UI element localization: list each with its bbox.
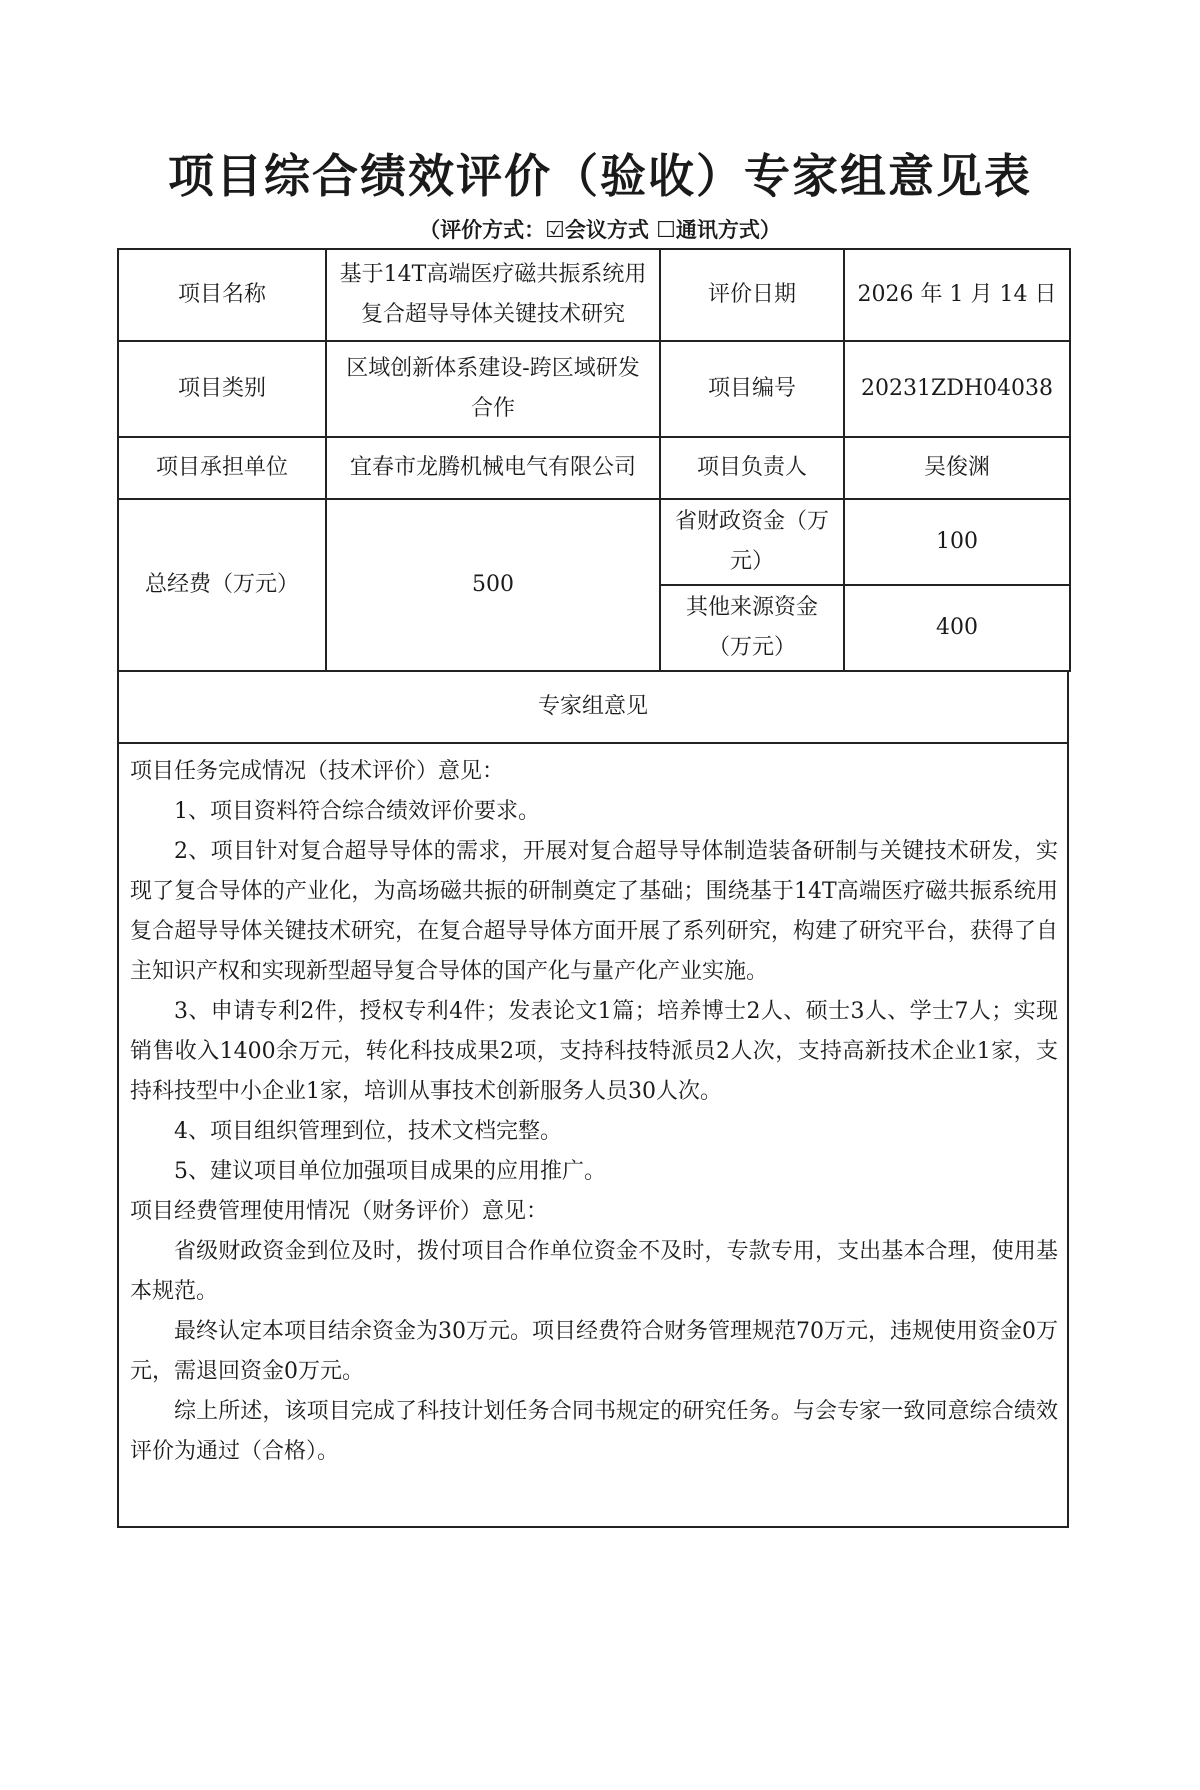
- other-funding-label: 其他来源资金（万元）: [660, 585, 844, 671]
- tech-evaluation-heading: 项目任务完成情况（技术评价）意见：: [130, 759, 505, 784]
- provincial-funding-value: 100: [844, 499, 1070, 585]
- finance-item-2: 最终认定本项目结余资金为30万元。项目经费符合财务管理规范70万元，违规使用资金0万元，需退回资金0万元。: [130, 1319, 1058, 1384]
- leader-label: 项目负责人: [660, 437, 844, 499]
- tech-item-2: 2、项目针对复合超导导体的需求，开展对复合超导导体制造装备研制与关键技术研发，实现了复合导体的产业化，为高场磁共振的研制奠定了基础；围绕基于14T高端医疗磁共振系统用复合超导导体关键技术研究，在复合超导导体方面开展了系列研究，构建了研究平台，获得了自主知识产权和实现新型超导复合导体的国产化与量产化产业实施。: [130, 839, 1058, 984]
- tech-item-5: 5、建议项目单位加强项目成果的应用推广。: [174, 1159, 606, 1184]
- expert-opinion-header: 专家组意见: [117, 670, 1069, 744]
- other-funding-value: 400: [844, 585, 1070, 671]
- project-no-label: 项目编号: [660, 341, 844, 437]
- conclusion-paragraph: 综上所述，该项目完成了科技计划任务合同书规定的研究任务。与会专家一致同意综合绩效评价为通过（合格）。: [130, 1399, 1058, 1464]
- table-row: [118, 437, 1070, 499]
- unit-value: 宜春市龙腾机械电气有限公司: [326, 437, 660, 499]
- tech-item-4: 4、项目组织管理到位，技术文档完整。: [174, 1119, 562, 1144]
- category-label: 项目类别: [118, 341, 326, 437]
- table-row: [118, 341, 1070, 437]
- meeting-method-label: 会议方式: [564, 218, 649, 242]
- eval-date-value: 2026 年 1 月 14 日: [844, 249, 1070, 341]
- leader-value: 吴俊渊: [844, 437, 1070, 499]
- meeting-checkbox: ☑: [545, 218, 565, 243]
- category-value: 区域创新体系建设-跨区域研发合作: [326, 341, 660, 437]
- tech-item-3: 3、申请专利2件，授权专利4件；发表论文1篇；培养博士2人、硕士3人、学士7人；实现销售收入1400余万元，转化科技成果2项，支持科技特派员2人次，支持高新技术企业1家，支持科技型中小企业1家，培训从事技术创新服务人员30人次。: [130, 999, 1058, 1104]
- project-name-value: 基于14T高端医疗磁共振系统用复合超导导体关键技术研究: [326, 249, 660, 341]
- method-suffix: ）: [759, 218, 781, 242]
- provincial-funding-label: 省财政资金（万元）: [660, 499, 844, 585]
- evaluation-method: [0, 214, 1200, 244]
- expert-opinion-body: [130, 752, 1058, 1472]
- eval-date-label: 评价日期: [660, 249, 844, 341]
- table-row: [118, 499, 1070, 585]
- project-name-label: 项目名称: [118, 249, 326, 341]
- total-funding-label: 总经费（万元）: [118, 499, 326, 671]
- finance-evaluation-heading: 项目经费管理使用情况（财务评价）意见：: [130, 1199, 549, 1224]
- method-prefix: （评价方式：: [419, 218, 546, 242]
- project-info-table: [117, 248, 1071, 672]
- total-funding-value: 500: [326, 499, 660, 671]
- project-no-value: 20231ZDH04038: [844, 341, 1070, 437]
- page-title: 项目综合绩效评价（验收）专家组意见表: [168, 149, 1032, 203]
- telecom-method-label: 通讯方式: [675, 218, 760, 242]
- tech-item-1: 1、项目资料符合综合绩效评价要求。: [174, 799, 540, 824]
- table-row: [118, 249, 1070, 341]
- telecom-checkbox: ☐: [656, 218, 676, 243]
- unit-label: 项目承担单位: [118, 437, 326, 499]
- finance-item-1: 省级财政资金到位及时，拨付项目合作单位资金不及时，专款专用，支出基本合理，使用基本规范。: [130, 1239, 1058, 1304]
